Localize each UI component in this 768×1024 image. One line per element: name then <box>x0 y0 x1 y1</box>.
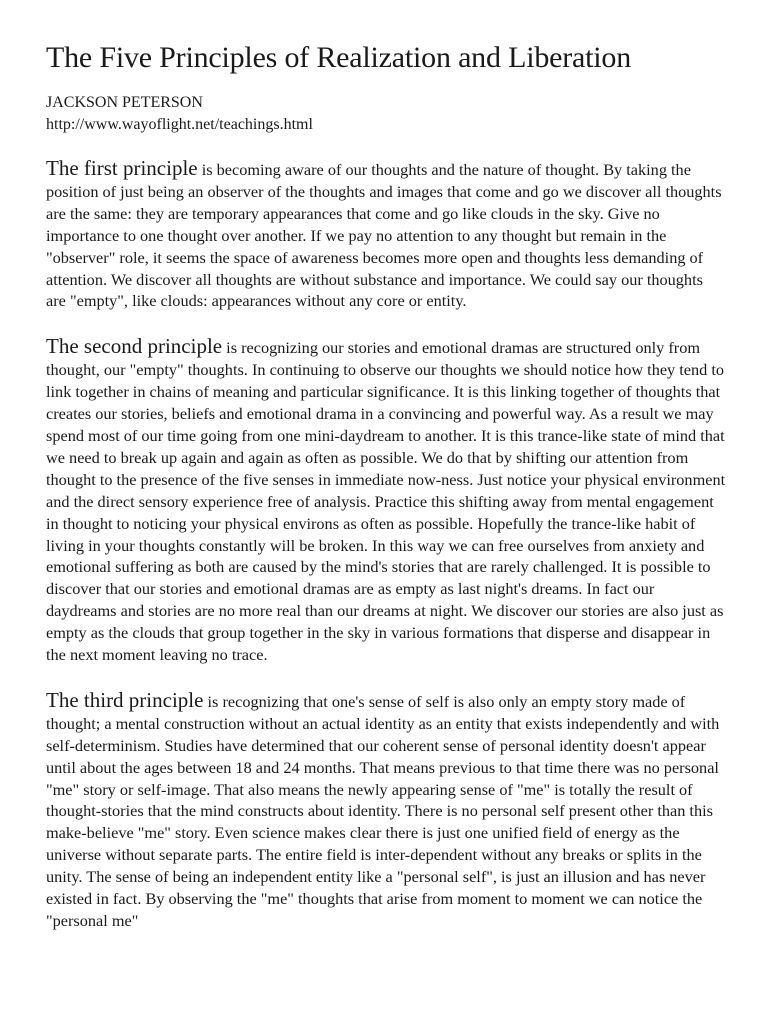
author-name: JACKSON PETERSON <box>46 94 203 111</box>
section-third-principle <box>46 687 726 932</box>
section-body: is recognizing our stories and emotional dramas are structured only from thought, our "empty" thoughts. In continuing to observe our thoughts we should notice how they tend to link together in chains of meaning and particular significance. It is this linking together of thoughts that creates our stories, beliefs and emotional drama in a convincing and powerful way. As a result we may spend most of our time going from one mini-daydream to another. It is this trance-like state of mind that we need to break up again and again as often as possible. We do that by shifting our attention from thought to the presence of the five senses in immediate now-ness. Just notice your physical environment and the direct sensory experience free of analysis. Practice this shifting away from mental engagement in thought to noticing your physical environs as often as possible. Hopefully the trance-like habit of living in your thoughts constantly will be broken. In this way we can free ourselves from anxiety and emotional suffering as both are caused by the mind's stories that are rarely challenged. It is possible to discover that our stories and emotional dramas are as empty as last night's dreams. In fact our daydreams and stories are no more real than our dreams at night. We discover our stories are also just as empty as the clouds that group together in the sky in various formations that disperse and disappear in the next moment leaving no trace. <box>46 338 726 665</box>
section-body: is becoming aware of our thoughts and the nature of thought. By taking the position of just being an observer of the thoughts and images that come and go we discover all thoughts are the same: they are temporary appearances that come and go like clouds in the sky. Give no importance to one thought over another. If we pay no attention to any thought but remain in the "observer" role, it seems the space of awareness becomes more open and thoughts less demanding of attention. We discover all thoughts are without substance and importance. We could say our thoughts are "empty", like clouds: appearances without any core or entity. <box>46 160 722 311</box>
section-lead: The third principle <box>46 687 204 712</box>
section-second-principle <box>46 336 726 666</box>
source-url: http://www.wayoflight.net/teachings.html <box>46 116 313 133</box>
section-lead: The second principle <box>46 334 223 359</box>
document-title: The Five Principles of Realization and Liberation <box>46 41 632 74</box>
document-page <box>46 38 726 956</box>
section-lead: The first principle <box>46 156 198 180</box>
section-first-principle <box>46 158 726 312</box>
section-body: is recognizing that one's sense of self is also only an empty story made of thought; a mental construction without an actual identity as an entity that exists independently and with self-determinism. Studies have determined that our coherent sense of personal identity doesn't appear until about the ages between 18 and 24 months. That means previous to that time there was no personal "me" story or self-image. That also means the newly appearing sense of "me" is totally the result of thought-stories that the mind constructs about identity. There is no personal self present other than this make-believe "me" story. Even science makes clear there is just one unified field of energy as the universe without separate parts. The entire field is inter-dependent without any breaks or splits in the unity. The sense of being an independent entity like a "personal self", is just an illusion and has never existed in fact. By observing the "me" thoughts that arise from moment to moment we can notice the "personal me" <box>46 691 720 930</box>
